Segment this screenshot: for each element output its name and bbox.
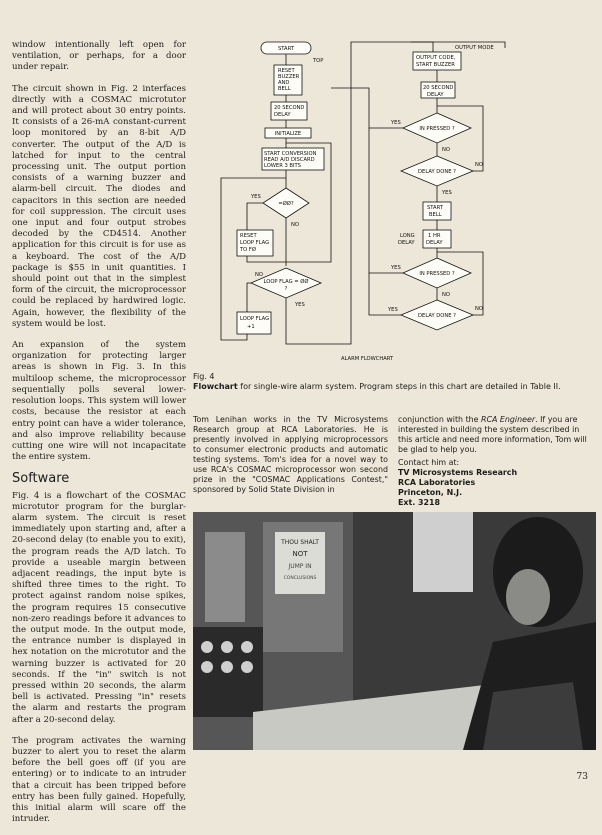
start-conversion-text: LOWER 3 BITS: [264, 163, 301, 169]
one-hr-text: 1 HR: [428, 233, 441, 239]
output-code-text: OUTPUT CODE,: [416, 55, 456, 61]
yes-label: YES: [251, 194, 261, 200]
author-photo: [193, 512, 596, 750]
delay-text: DELAY: [427, 92, 444, 98]
paragraph: The program activates the warning buzzer to alert you to reset the alarm before the bell goes off (if you are entering) or to indicate to an intruder that a circuit has been tripped before entry has been fully gained. Hopefully, this initial alarm will scare off the intruder.: [12, 735, 186, 825]
no-label: NO: [442, 292, 450, 298]
flowchart-footer: ALARM FLOWCHART: [341, 356, 394, 362]
sign-text: CONCLUSIONS: [283, 576, 317, 581]
photo-illustration: [193, 512, 596, 750]
reset-buzzer-text: AND: [278, 80, 290, 86]
in-pressed-text: IN PRESSED ?: [419, 126, 455, 132]
figure-number: Fig. 4: [193, 372, 215, 381]
top-label: TOP: [313, 58, 324, 64]
sign-text: JUMP IN: [288, 563, 312, 570]
address-line: Ext. 3218: [398, 498, 440, 507]
author-bio: [193, 415, 388, 498]
output-code-text: START BUZZER: [416, 62, 455, 68]
author-contact: [398, 415, 593, 508]
reset-loop-text: RESET: [240, 233, 257, 239]
contact-label: Contact him at:: [398, 458, 460, 467]
caption-text: for single-wire alarm system. Program steps in this chart are detailed in Table II.: [237, 382, 561, 391]
yes-label: YES: [391, 265, 401, 271]
yes-label: YES: [442, 190, 452, 196]
sign-text: NOT: [292, 550, 308, 558]
no-label: NO: [475, 162, 483, 168]
one-hr-text: DELAY: [426, 240, 443, 246]
paragraph: Fig. 4 is a flowchart of the COSMAC microtutor program for the burglar-alarm system. The circuit is reset immediately upon starting and, after a 20-second delay (to enable you to exit), the program reads the A/D latch. To provide a useable margin between adjacent readings, the input byte is shifted three times to the right. To protect against random noise spikes, the program requires 15 consecutive non-zero readings before it advances to the output mode. In the output mode, the entrance number is displayed in hex notation on the microtutor and the warning buzzer is activated for 20 seconds. If the "in" switch is not pressed within 20 seconds, the alarm bell is activated. Pressing "in" resets the alarm and restarts the program after a 20-second delay.: [12, 490, 186, 725]
loop-flag-inc-text: +1: [247, 324, 255, 330]
yes-label: YES: [295, 302, 305, 308]
no-label: NO: [475, 306, 483, 312]
reset-buzzer-text: BELL: [278, 86, 291, 92]
section-heading: Software: [12, 471, 70, 487]
address-line: RCA Laboratories: [398, 478, 476, 487]
start-conversion-text: READ A/D DISCARD: [264, 157, 315, 163]
start-label: START: [277, 46, 295, 52]
paragraph: The circuit shown in Fig. 2 interfaces directly with a COSMAC microtutor and will protect about 30 entry points. It consists of a 26-mA constant-current loop monitored by an 8-bit A/D converter. The output of the A/D is latched for input to the central processing unit. The output portion consists of a warning buzzer and alarm-bell circuit. The diodes and capacitors in this section are needed for coil suppression. The circuit uses one input and four output strobes decoded by the CD4514. Another application for this circuit is for use as a keyboard. The cost of the A/D package is $55 in unit quantities. I should point out that in the simplest form of the circuit, the microprocessor could be replaced by hardwired logic. Again, however, the flexibility of the system would be lost.: [12, 83, 186, 329]
bio-text: Tom Lenihan works in the TV Microsystems Research group at RCA Laboratories. He is presently involved in applying microprocessors to consumer electronic products and automatic testing systems. Tom's idea for a novel way to use RCA's COSMAC microprocessor won second prize in the "COSMAC Applications Contest," sponsored by Solid State Division in: [193, 415, 388, 494]
reset-loop-text: LOOP FLAG: [240, 240, 270, 246]
bio-text: . If you are interested in building the system described in this article and need more information, Tom will be glad to help you.: [398, 415, 587, 454]
long-delay-label: LONG: [400, 233, 415, 239]
delay-text: DELAY: [274, 112, 291, 118]
loop-flag-inc-text: LOOP FLAG: [240, 316, 270, 322]
page-number: 73: [576, 772, 588, 782]
initialize-text: INITIALIZE: [274, 131, 302, 137]
in-pressed-text: IN PRESSED ?: [419, 271, 455, 277]
bio-text: conjunction with the: [398, 415, 482, 424]
start-conversion-text: START CONVERSION: [264, 151, 317, 157]
delay-text: 20 SECOND: [423, 85, 454, 91]
yes-label: YES: [391, 120, 401, 126]
figure-caption: [193, 372, 593, 392]
caption-bold: Flowchart: [193, 382, 238, 391]
no-label: NO: [291, 222, 299, 228]
reset-buzzer-text: RESET: [278, 68, 295, 74]
loop-flag-text: ?: [284, 286, 288, 292]
long-delay-label: DELAY: [398, 240, 415, 246]
delay-text: 20 SECOND: [274, 105, 305, 111]
paragraph: An expansion of the system organization for protecting larger areas is shown in Fig. 3. In this multiloop scheme, the microprocessor sequentially polls several lower-resolution loops. This system will lower costs, because the resistor at each entry point can have a wider tolerance, and also improve reliability because cutting one wire will not incapacitate the entire system.: [12, 340, 186, 463]
address-line: TV Microsystems Research: [398, 468, 518, 477]
output-mode-label: OUTPUT MODE: [455, 45, 494, 51]
paragraph: window intentionally left open for ventilation, or perhaps, for a door under repair.: [12, 40, 186, 73]
yes-label: YES: [388, 307, 398, 313]
sign-text: THOU SHALT: [281, 539, 319, 546]
bio-italic: RCA Engineer: [481, 415, 536, 424]
decision-text: =ØØ?: [278, 201, 294, 207]
left-column: [12, 40, 186, 835]
delay-done-text: DELAY DONE ?: [418, 169, 456, 175]
start-bell-text: START: [427, 205, 444, 211]
address-line: Princeton, N.J.: [398, 488, 463, 497]
alarm-flowchart: [191, 38, 515, 368]
reset-buzzer-text: BUZZER: [278, 74, 300, 80]
delay-done-text: DELAY DONE ?: [418, 313, 456, 319]
start-bell-text: BELL: [429, 212, 442, 218]
reset-loop-text: TO FØ: [240, 247, 256, 253]
loop-flag-text: LOOP FLAG = ØØ: [263, 279, 309, 285]
no-label: NO: [442, 147, 450, 153]
no-label: NO: [255, 272, 263, 278]
